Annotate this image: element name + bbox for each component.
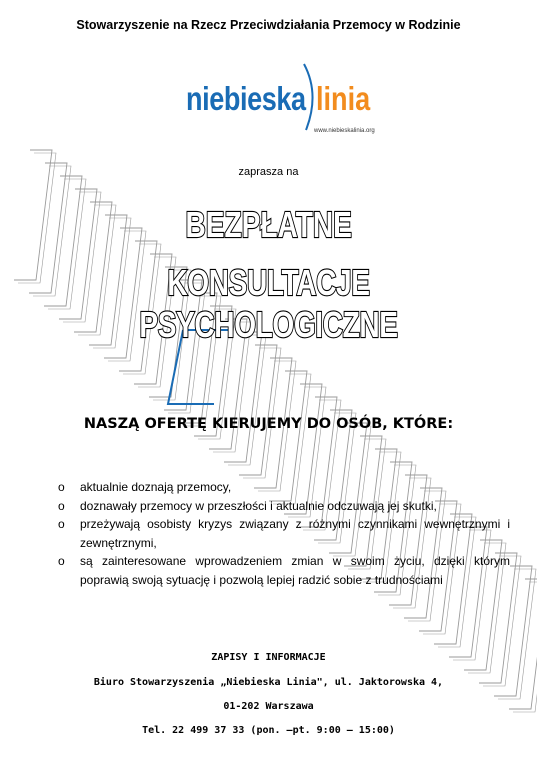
bullet-icon: o <box>58 480 65 494</box>
contact-heading: ZAPISY I INFORMACJE <box>211 652 326 663</box>
logo-word-linia: linia <box>316 80 371 117</box>
logo-word-niebieska: niebieska <box>186 80 306 117</box>
organization-name: Stowarzyszenie na Rzecz Przeciwdziałania Przemocy w Rodzinie <box>76 18 461 32</box>
list-item: o aktualnie doznają przemocy, <box>58 478 510 497</box>
list-item: o są zainteresowane wprowadzeniem zmian w swoim życiu, dzięki którym poprawią swoją sytuację i pozwolą lepiej radzić sobie z trudnościami <box>58 554 510 587</box>
bullet-icon: o <box>58 517 65 531</box>
contact-address: Biuro Stowarzyszenia „Niebieska Linia", ul. Jaktorowska 4, <box>93 677 444 688</box>
contact-city: 01-202 Warszawa <box>223 701 314 712</box>
contact-phone: Tel. 22 499 37 33 (pon. –pt. 9:00 – 15:00) <box>142 725 395 736</box>
offer-heading: NASZĄ OFERTĘ KIERUJEMY DO OSÓB, KTÓRE: <box>83 416 454 432</box>
logo-url: www.niebieskalinia.org <box>314 128 375 134</box>
title-line-1 <box>0 204 537 246</box>
title-free: BEZPŁATNE <box>185 204 352 245</box>
list-item: o doznawały przemocy w przeszłości i aktualnie odczuwają jej skutki, <box>58 497 510 516</box>
bullet-icon: o <box>58 498 65 513</box>
invite-text: zaprasza na <box>238 166 299 178</box>
title-line-2 <box>0 262 537 346</box>
title-consultations: KONSULTACJE PSYCHOLOGICZNE <box>139 262 398 345</box>
bullet-icon: o <box>58 554 65 568</box>
niebieska-linia-logo <box>186 62 376 140</box>
list-item: o przeżywają osobisty kryzys związany z różnymi czynnikami wewnętrznymi i zewnętrznymi, <box>58 517 510 550</box>
target-group-list <box>58 478 510 589</box>
